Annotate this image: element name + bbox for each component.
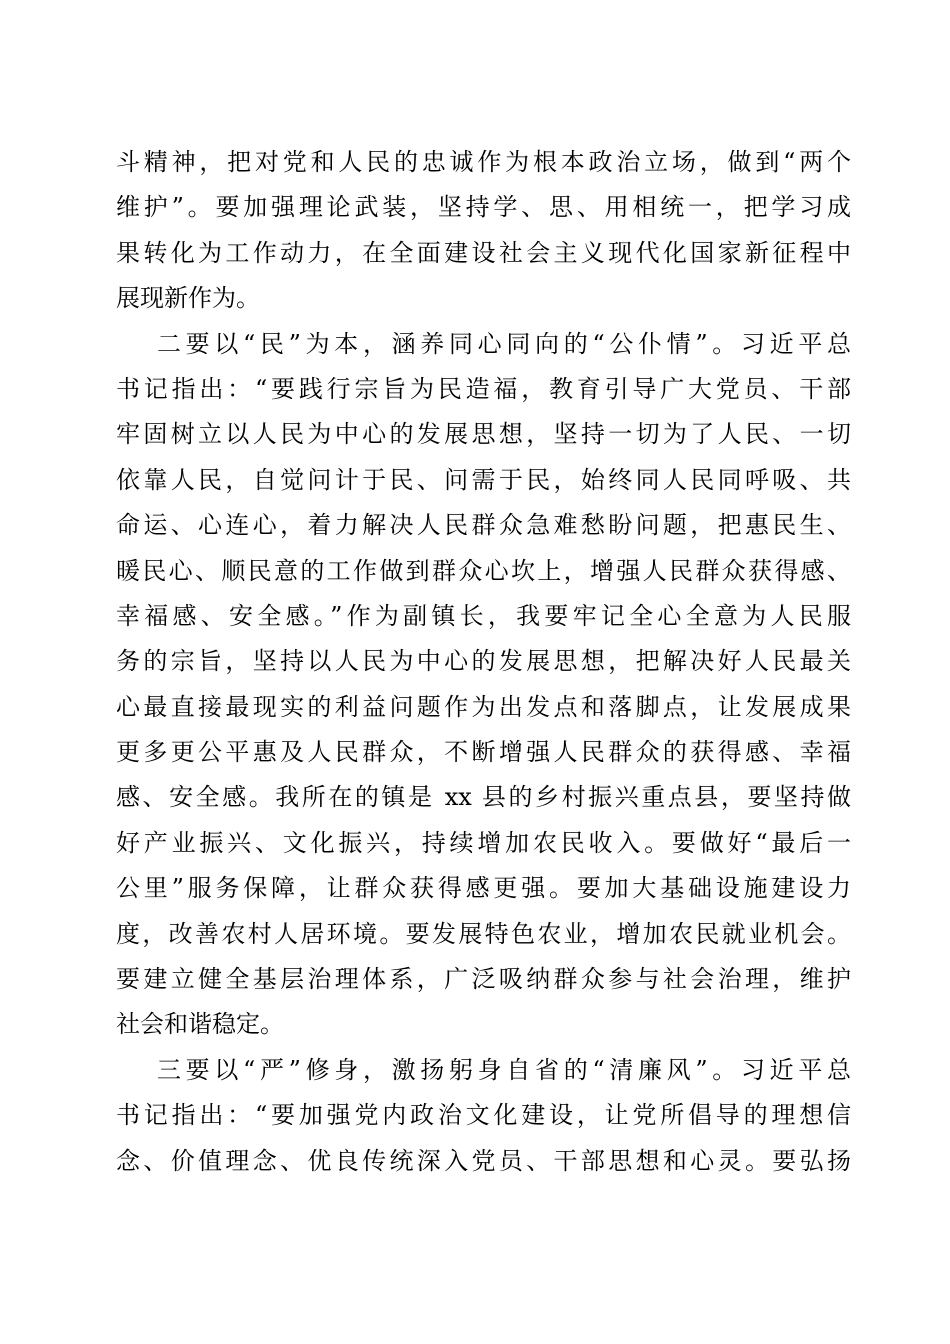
text-line: 更多更公平惠及人民群众，不断增强人民群众的获得感、幸福 — [116, 738, 851, 767]
text-line: 感、安全感。我所在的镇是 xx 县的乡村振兴重点县，要坚持做 — [116, 783, 851, 812]
text-line: 牢固树立以人民为中心的发展思想，坚持一切为了人民、一切 — [116, 420, 851, 449]
text-line: 维护”。要加强理论武装，坚持学、思、用相统一，把学习成 — [116, 193, 851, 222]
text-line: 度，改善农村人居环境。要发展特色农业，增加农民就业机会。 — [116, 919, 851, 948]
paragraph-people-centered — [116, 322, 851, 1048]
text-line: 果转化为工作动力，在全面建设社会主义现代化国家新征程中 — [116, 238, 851, 267]
text-line: 三要以“严”修身，激扬躬身自省的“清廉风”。习近平总 — [157, 1055, 851, 1084]
text-line: 书记指出：“要加强党内政治文化建设，让党所倡导的理想信 — [116, 1101, 851, 1130]
paragraph-continuation — [116, 140, 851, 322]
text-line: 二要以“民”为本，涵养同心同向的“公仆情”。习近平总 — [157, 329, 851, 358]
text-line: 务的宗旨，坚持以人民为中心的发展思想，把解决好人民最关 — [116, 647, 851, 676]
body-text — [116, 140, 851, 1184]
text-line: 念、价值理念、优良传统深入党员、干部思想和心灵。要弘扬 — [116, 1146, 851, 1175]
paragraph-strict-self-discipline — [116, 1048, 851, 1184]
text-line: 心最直接最现实的利益问题作为出发点和落脚点，让发展成果 — [116, 692, 851, 721]
text-line: 命运、心连心，着力解决人民群众急难愁盼问题，把惠民生、 — [116, 511, 851, 540]
text-line: 好产业振兴、文化振兴，持续增加农民收入。要做好“最后一 — [116, 828, 851, 857]
text-line: 幸福感、安全感。”作为副镇长，我要牢记全心全意为人民服 — [116, 601, 851, 630]
text-line: 公里”服务保障，让群众获得感更强。要加大基础设施建设力 — [116, 874, 851, 903]
text-line: 斗精神，把对党和人民的忠诚作为根本政治立场，做到“两个 — [116, 148, 851, 176]
text-line: 展现新作为。 — [116, 284, 260, 313]
text-line: 书记指出：“要践行宗旨为民造福，教育引导广大党员、干部 — [116, 374, 851, 403]
text-line: 暖民心、顺民意的工作做到群众心坎上，增强人民群众获得感、 — [116, 556, 851, 585]
text-line: 社会和谐稳定。 — [116, 1010, 284, 1039]
text-line: 依靠人民，自觉问计于民、问需于民，始终同人民同呼吸、共 — [116, 465, 851, 494]
text-line: 要建立健全基层治理体系，广泛吸纳群众参与社会治理，维护 — [116, 965, 851, 994]
